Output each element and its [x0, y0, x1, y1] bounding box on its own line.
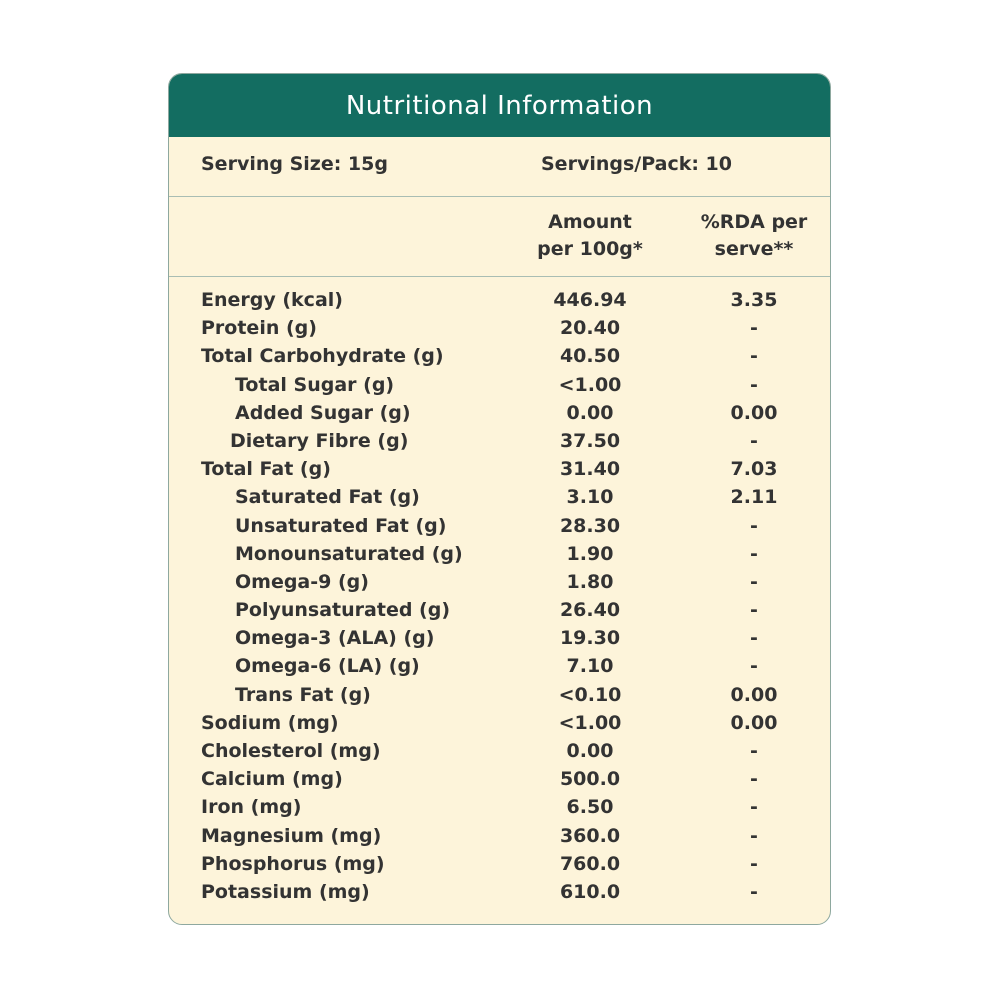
table-row: [169, 455, 830, 483]
nutrient-name: Total Carbohydrate (g): [201, 345, 444, 368]
rda-header-line2: serve**: [714, 238, 794, 260]
rda-per-serve: -: [750, 599, 758, 622]
amount-per-100g: 360.0: [559, 824, 621, 847]
rda-per-serve: -: [750, 655, 758, 678]
rda-per-serve: -: [750, 740, 758, 762]
amount-per-100g: <1.00: [558, 711, 622, 734]
amount-per-100g: 7.10: [566, 655, 614, 678]
amount-per-100g: 19.30: [559, 627, 621, 650]
serving-info-row: [169, 137, 830, 197]
rda-per-serve: -: [750, 768, 758, 791]
table-row: [169, 568, 830, 596]
amount-per-100g: 3.10: [566, 486, 614, 509]
amount-per-100g: <0.10: [558, 683, 622, 706]
rda-per-serve: 7.03: [730, 458, 778, 481]
amount-per-100g: 500.0: [559, 768, 621, 791]
amount-per-100g: 31.40: [559, 458, 621, 481]
amount-per-100g: 446.94: [553, 289, 627, 311]
rda-header-line1: %RDA per: [700, 211, 808, 233]
nutrient-name: Unsaturated Fat (g): [235, 514, 447, 537]
table-row: [169, 596, 830, 624]
nutrient-name: Monounsaturated (g): [235, 542, 463, 565]
table-row: [169, 342, 830, 370]
amount-per-100g: 26.40: [559, 599, 621, 622]
table-row: [169, 652, 830, 680]
nutrient-name: Saturated Fat (g): [235, 486, 420, 509]
nutrient-name: Potassium (mg): [201, 880, 370, 903]
rda-per-serve: -: [750, 627, 758, 650]
amount-per-100g: 760.0: [559, 852, 621, 875]
rda-per-serve: 0.00: [730, 711, 778, 734]
servings-per-pack: Servings/Pack: 10: [541, 153, 733, 175]
nutrition-panel: [168, 73, 831, 925]
rda-per-serve: -: [750, 429, 758, 452]
rda-per-serve: -: [750, 824, 758, 847]
nutrient-name: Iron (mg): [201, 796, 302, 819]
nutrient-name: Polyunsaturated (g): [235, 599, 451, 622]
amount-header-line2: per 100g*: [537, 238, 643, 260]
table-row: [169, 512, 830, 540]
panel-title: Nutritional Information: [169, 74, 830, 137]
rda-per-serve: -: [750, 880, 758, 903]
nutrient-name: Added Sugar (g): [235, 401, 411, 424]
amount-per-100g: 40.50: [559, 345, 621, 368]
table-row: [169, 850, 830, 878]
table-row: [169, 822, 830, 850]
table-row: [169, 793, 830, 821]
amount-per-100g: 0.00: [566, 740, 614, 762]
table-row: [169, 737, 830, 765]
rda-per-serve: -: [750, 373, 758, 396]
rda-per-serve: -: [750, 796, 758, 819]
table-row: [169, 765, 830, 793]
rda-per-serve: 2.11: [730, 486, 778, 509]
rda-per-serve: -: [750, 852, 758, 875]
nutrient-name: Magnesium (mg): [201, 824, 382, 847]
amount-per-100g: 6.50: [566, 796, 614, 819]
nutrient-name: Energy (kcal): [201, 289, 343, 311]
amount-column-header: [515, 209, 665, 263]
amount-per-100g: 20.40: [559, 317, 621, 340]
table-row: [169, 483, 830, 511]
amount-header-line1: Amount: [548, 211, 632, 233]
nutrient-name: Trans Fat (g): [235, 683, 371, 706]
rda-per-serve: -: [750, 345, 758, 368]
serving-size: Serving Size: 15g: [201, 153, 388, 175]
rda-per-serve: 3.35: [730, 289, 778, 311]
table-row: [169, 878, 830, 906]
rda-per-serve: -: [750, 317, 758, 340]
table-row: [169, 314, 830, 342]
nutrient-name: Dietary Fibre (g): [230, 429, 409, 452]
nutrient-name: Phosphorus (mg): [201, 852, 385, 875]
table-row: [169, 681, 830, 709]
amount-per-100g: 37.50: [559, 429, 621, 452]
table-row: [169, 399, 830, 427]
rda-per-serve: -: [750, 542, 758, 565]
table-row: [169, 624, 830, 652]
nutrient-name: Cholesterol (mg): [201, 740, 381, 762]
rda-per-serve: -: [750, 570, 758, 593]
nutrient-name: Omega-3 (ALA) (g): [235, 627, 435, 650]
nutrient-name: Omega-6 (LA) (g): [235, 655, 420, 678]
rda-per-serve: 0.00: [730, 401, 778, 424]
column-header-row: [169, 197, 830, 277]
rda-per-serve: 0.00: [730, 683, 778, 706]
rda-per-serve: -: [750, 514, 758, 537]
amount-per-100g: 28.30: [559, 514, 621, 537]
amount-per-100g: 1.80: [566, 570, 614, 593]
nutrient-name: Total Sugar (g): [235, 373, 395, 396]
amount-per-100g: 0.00: [566, 401, 614, 424]
nutrient-name: Calcium (mg): [201, 768, 343, 791]
rda-column-header: [679, 209, 829, 263]
table-row: [169, 427, 830, 455]
nutrient-name: Protein (g): [201, 317, 317, 340]
nutrient-name: Total Fat (g): [201, 458, 331, 481]
amount-per-100g: 1.90: [566, 542, 614, 565]
nutrient-table: [169, 286, 830, 906]
nutrient-name: Omega-9 (g): [235, 570, 369, 593]
nutrient-name: Sodium (mg): [201, 711, 339, 734]
amount-per-100g: 610.0: [559, 880, 621, 903]
amount-per-100g: <1.00: [558, 373, 622, 396]
table-row: [169, 286, 830, 314]
table-row: [169, 371, 830, 399]
table-row: [169, 709, 830, 737]
table-row: [169, 540, 830, 568]
